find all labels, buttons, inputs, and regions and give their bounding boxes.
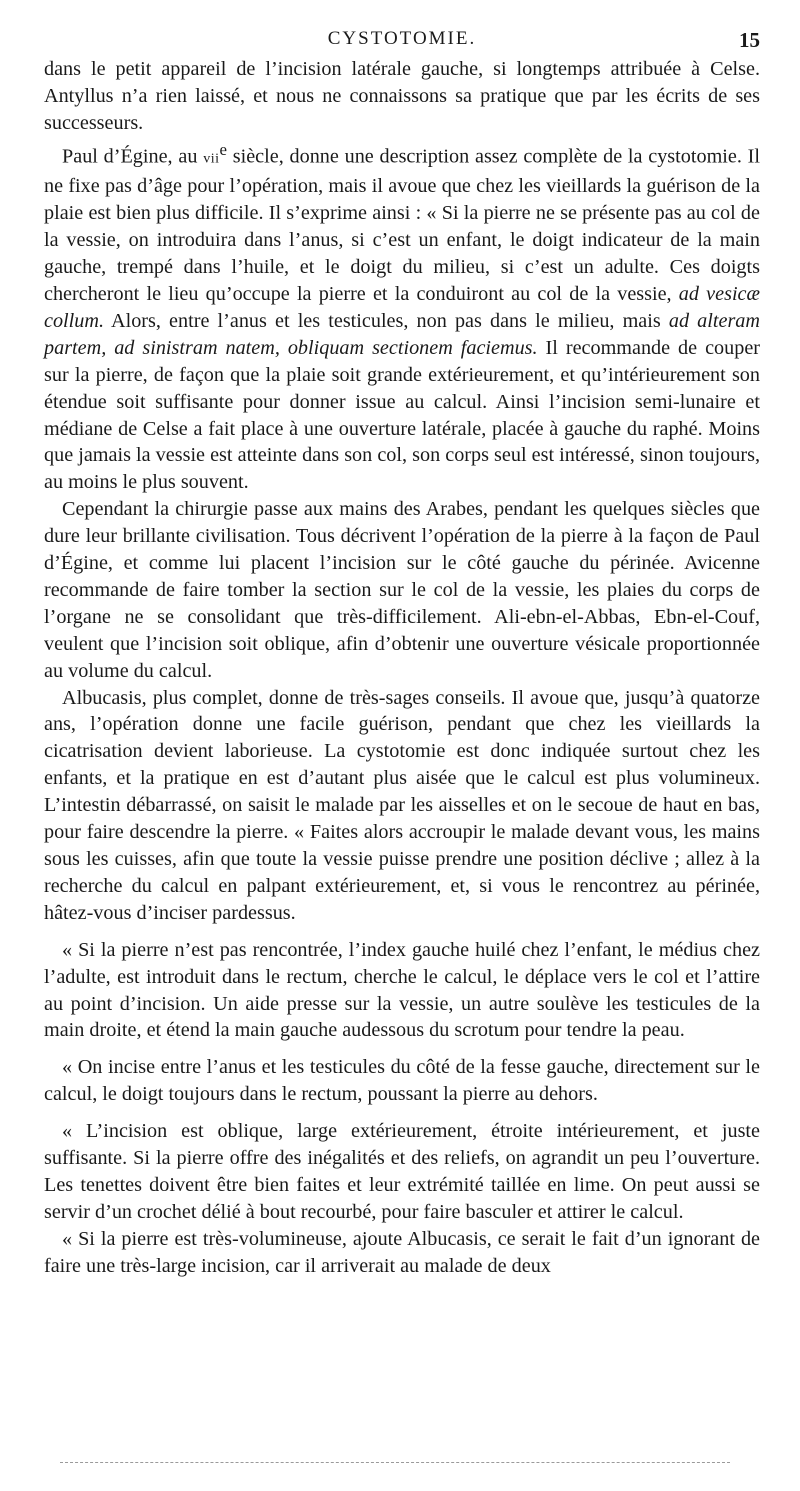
paragraph-8: « Si la pierre est très-volumineuse, ajoute Albucasis, ce serait le fait d’un ignorant de faire une très-large incision, car il arriverait au malade de deux	[44, 1227, 760, 1277]
paragraph-2-part-3: Alors, entre l’anus et les testicules, non pas dans le milieu, mais	[104, 309, 669, 332]
running-title: CYSTOTOMIE.	[327, 28, 477, 49]
latin-quote-1: ad vesicæ collum.	[44, 282, 760, 332]
page-number: 15	[739, 28, 760, 52]
running-head	[44, 24, 760, 56]
paragraph-4: Albucasis, plus complet, donne de très-sages conseils. Il avoue que, jusqu’à quatorze ans, l’opération donne une facile guérison, pendant que chez les vieillards la cicatrisation devient laborieuse. La cystotomie est donc indiquée surtout chez les enfants, et la pratique en est d’autant plus aisée que le calcul est plus volumineux. L’intestin débarrassé, on saisit le malade par les aisselles et on le secoue de haut en bas, pour faire descendre la pierre. « Faites alors accroupir le malade devant vous, les mains sous les cuisses, afin que toute la vessie puisse prendre une position déclive ; allez à la recherche du calcul en palpant extérieurement, et, si vous le rencontrez au périnée, hâtez-vous d’inciser pardessus.	[44, 686, 760, 924]
paragraph-7: « L’incision est oblique, large extérieurement, étroite intérieurement, et juste suffisante. Si la pierre offre des inégalités et des reliefs, on agrandit un peu l’ouverture. Les tenettes doivent être bien faites et leur extrémité taillée en lime. On peut aussi se servir d’un crochet délié à bout recourbé, pour faire basculer et attirer le calcul.	[44, 1120, 760, 1223]
paragraph-2-part-1: Paul d’Égine, au	[62, 145, 204, 168]
paragraph-1: dans le petit appareil de l’incision latérale gauche, si longtemps attribuée à Celse. Antyllus n’a rien laissé, et nous ne connaissons sa pratique que par les écrits de ses successeurs.	[44, 58, 760, 134]
paragraph-3: Cependant la chirurgie passe aux mains des Arabes, pendant les quelques siècles que dure leur brillante civilisation. Tous décrivent l’opération de la pierre à la façon de Paul d’Égine, et comme lui placent l’incision sur le côté gauche du périnée. Avicenne recommande de faire tomber la section sur le col de la vessie, les plaies du corps de l’organe ne se consolidant que très-difficilement. Ali-ebn-el-Abbas, Ebn-el-Couf, veulent que l’incision soit oblique, afin d’obtenir une ouverture vésicale proportionnée au volume du calcul.	[44, 498, 760, 682]
paragraph-2-part-2: siècle, donne une description assez complète de la cystotomie. Il ne fixe pas d’âge pour l’opération, mais il avoue que chez les vieillards la guérison de la plaie est bien plus difficile. Il s’exprime ainsi : « Si la pierre ne se présente pas au col de la vessie, on introduira dans l’anus, si c’est un enfant, le doigt indicateur de la main gauche, trempé dans l’huile, et le doigt du milieu, si c’est un adulte. Ces doigts chercheront le lieu qu’occupe la pierre et la conduiront au col de la vessie,	[44, 145, 760, 305]
paragraph-2	[44, 137, 760, 497]
book-page	[44, 24, 760, 1280]
century-numeral: vii	[203, 151, 220, 167]
paragraph-5: « Si la pierre n’est pas rencontrée, l’index gauche huilé chez l’enfant, le médius chez l’adulte, est introduit dans le rectum, cherche le calcul, le déplace vers le col et l’attire au point d’incision. Un aide presse sur la vessie, un autre soulève les testicules de la main droite, et étend la main gauche audessous du scrotum pour tendre la peau.	[44, 938, 760, 1042]
body-text	[44, 56, 760, 1280]
footer-divider	[60, 1462, 730, 1463]
paragraph-6: « On incise entre l’anus et les testicules du côté de la fesse gauche, directement sur le calcul, le doigt toujours dans le rectum, poussant la pierre au dehors.	[44, 1056, 760, 1106]
paragraph-2-part-4: Il recommande de couper sur la pierre, de façon que la plaie soit grande extérieurement, et qu’intérieurement son étendue soit suffisante pour donner issue au calcul. Ainsi l’incision semi-lunaire et médiane de Celse a fait place à une ouverture latérale, placée à gauche du raphé. Moins que jamais la vessie est atteinte dans son col, son corps seul est intéressé, sinon toujours, au moins le plus souvent.	[44, 336, 761, 494]
century-superscript: e	[219, 139, 227, 159]
latin-quote-2: ad alteram partem, ad sinistram natem, obliquam sectionem faciemus.	[44, 309, 760, 359]
